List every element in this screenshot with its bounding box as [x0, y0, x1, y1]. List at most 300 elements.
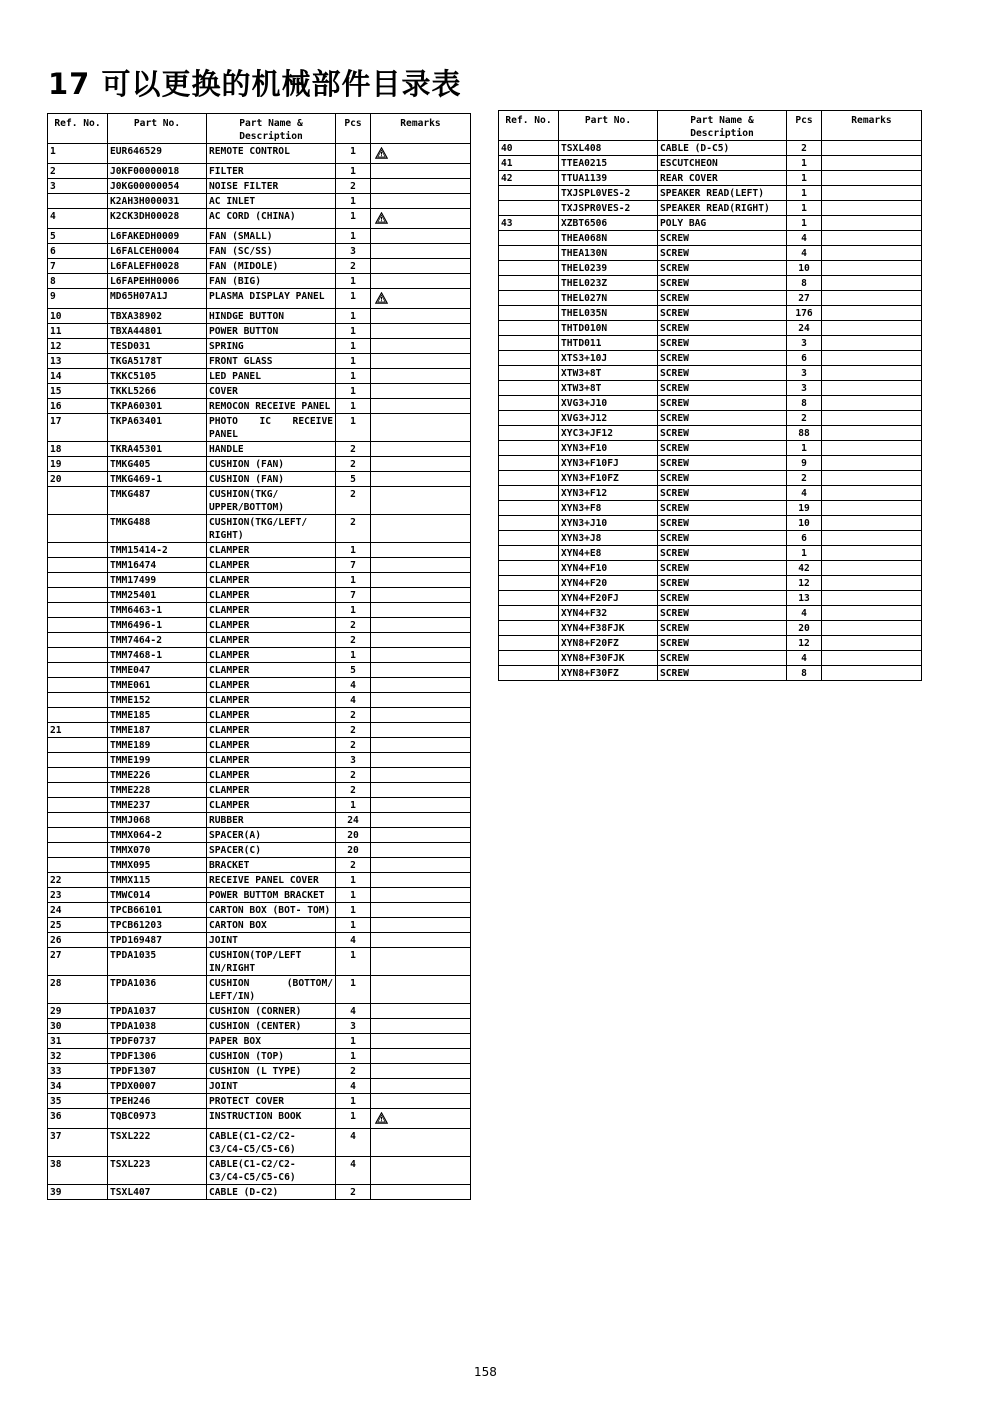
table-row	[48, 1079, 471, 1094]
ref-cell: 12	[48, 339, 108, 354]
page-number: 158	[474, 1365, 497, 1379]
part-name-cell: CLAMPER	[207, 558, 336, 573]
table-row	[499, 636, 922, 651]
table-row	[499, 381, 922, 396]
remarks-cell	[371, 1094, 471, 1109]
table-row	[499, 651, 922, 666]
pcs-cell: 2	[336, 1064, 371, 1079]
ref-cell	[499, 501, 559, 516]
part-no-cell: TMKG487	[108, 487, 207, 515]
part-name-cell: REMOTE CONTROL	[207, 144, 336, 164]
part-name-cell: CUSHION(TKG/ UPPER/BOTTOM)	[207, 487, 336, 515]
part-no-cell: XYN8+F20FZ	[559, 636, 658, 651]
part-no-cell: XYN4+F20	[559, 576, 658, 591]
remarks-cell	[822, 336, 922, 351]
part-no-cell: L6FAKEDH0009	[108, 229, 207, 244]
pcs-cell: 1	[787, 441, 822, 456]
part-no-cell: K2AH3H000031	[108, 194, 207, 209]
header-name: Part Name & Description	[658, 111, 787, 141]
part-name-cell: SPACER(C)	[207, 843, 336, 858]
pcs-cell: 3	[787, 336, 822, 351]
remarks-cell	[371, 723, 471, 738]
table-row	[499, 321, 922, 336]
pcs-cell: 1	[787, 156, 822, 171]
part-no-cell: TPDA1037	[108, 1004, 207, 1019]
pcs-cell: 10	[787, 516, 822, 531]
remarks-cell	[371, 588, 471, 603]
ref-cell: 2	[48, 164, 108, 179]
table-row	[48, 1034, 471, 1049]
part-no-cell: TMME237	[108, 798, 207, 813]
part-no-cell: TMM15414-2	[108, 543, 207, 558]
part-name-cell: RUBBER	[207, 813, 336, 828]
remarks-cell	[371, 873, 471, 888]
part-no-cell: TMME187	[108, 723, 207, 738]
header-remarks: Remarks	[822, 111, 922, 141]
pcs-cell: 1	[336, 1094, 371, 1109]
part-name-cell: PROTECT COVER	[207, 1094, 336, 1109]
part-no-cell: TMWC014	[108, 888, 207, 903]
remarks-cell	[822, 186, 922, 201]
part-name-cell: SCREW	[658, 381, 787, 396]
part-name-cell: SCREW	[658, 246, 787, 261]
remarks-cell	[371, 543, 471, 558]
ref-cell	[48, 663, 108, 678]
pcs-cell: 8	[787, 276, 822, 291]
parts-table-right	[498, 110, 922, 681]
remarks-cell	[371, 976, 471, 1004]
table-row	[48, 354, 471, 369]
part-name-cell: CLAMPER	[207, 783, 336, 798]
remarks-cell	[371, 324, 471, 339]
remarks-cell	[371, 858, 471, 873]
part-name-cell: FAN (SC/SS)	[207, 244, 336, 259]
ref-cell	[499, 246, 559, 261]
pcs-cell: 1	[336, 309, 371, 324]
pcs-cell: 4	[336, 1079, 371, 1094]
part-no-cell: L6FAPEHH0006	[108, 274, 207, 289]
remarks-cell	[371, 798, 471, 813]
remarks-cell	[371, 1034, 471, 1049]
table-row	[48, 1049, 471, 1064]
part-no-cell: J0KG00000054	[108, 179, 207, 194]
part-no-cell: XYN3+F8	[559, 501, 658, 516]
table-row	[48, 828, 471, 843]
ref-cell: 23	[48, 888, 108, 903]
ref-cell	[48, 753, 108, 768]
remarks-cell	[371, 648, 471, 663]
table-row	[48, 515, 471, 543]
remarks-cell	[822, 441, 922, 456]
pcs-cell: 2	[787, 411, 822, 426]
remarks-cell	[371, 259, 471, 274]
ref-cell: 6	[48, 244, 108, 259]
table-row	[48, 229, 471, 244]
ref-cell: 42	[499, 171, 559, 186]
table-row	[48, 588, 471, 603]
pcs-cell: 1	[336, 324, 371, 339]
remarks-cell	[371, 678, 471, 693]
remarks-cell	[822, 561, 922, 576]
table-row	[48, 472, 471, 487]
part-no-cell: XYN3+F10FZ	[559, 471, 658, 486]
ref-cell	[499, 291, 559, 306]
pcs-cell: 27	[787, 291, 822, 306]
part-name-cell: AC INLET	[207, 194, 336, 209]
header-ref: Ref. No.	[48, 114, 108, 144]
part-no-cell: THTD011	[559, 336, 658, 351]
part-name-cell: CLAMPER	[207, 588, 336, 603]
ref-cell: 17	[48, 414, 108, 442]
pcs-cell: 1	[336, 903, 371, 918]
part-name-cell: SCREW	[658, 651, 787, 666]
part-no-cell: TPDX0007	[108, 1079, 207, 1094]
table-row	[48, 179, 471, 194]
ref-cell	[48, 783, 108, 798]
remarks-cell	[371, 369, 471, 384]
safety-warning-icon	[375, 1112, 388, 1124]
part-name-cell: SCREW	[658, 576, 787, 591]
part-no-cell: TMME047	[108, 663, 207, 678]
part-no-cell: TPDA1038	[108, 1019, 207, 1034]
remarks-cell	[371, 738, 471, 753]
part-no-cell: EUR646529	[108, 144, 207, 164]
header-pcs: Pcs	[336, 114, 371, 144]
ref-cell: 7	[48, 259, 108, 274]
ref-cell	[48, 828, 108, 843]
table-row	[48, 798, 471, 813]
ref-cell	[499, 621, 559, 636]
part-name-cell: CUSHION(TOP/LEFT IN/RIGHT	[207, 948, 336, 976]
remarks-cell	[822, 411, 922, 426]
part-no-cell: TESD031	[108, 339, 207, 354]
table-row	[48, 289, 471, 309]
part-name-cell: FRONT GLASS	[207, 354, 336, 369]
part-no-cell: TMM7464-2	[108, 633, 207, 648]
table-row	[499, 531, 922, 546]
page-title: 17 可以更换的机械部件目录表	[48, 67, 462, 101]
part-no-cell: THEL023Z	[559, 276, 658, 291]
table-row	[48, 633, 471, 648]
part-no-cell: TTUA1139	[559, 171, 658, 186]
remarks-cell	[371, 179, 471, 194]
part-no-cell: XYN4+F10	[559, 561, 658, 576]
pcs-cell: 24	[336, 813, 371, 828]
part-no-cell: TPDF0737	[108, 1034, 207, 1049]
ref-cell: 43	[499, 216, 559, 231]
table-row	[48, 783, 471, 798]
part-no-cell: THEA130N	[559, 246, 658, 261]
pcs-cell: 12	[787, 636, 822, 651]
ref-cell	[499, 576, 559, 591]
table-row	[48, 903, 471, 918]
pcs-cell: 9	[787, 456, 822, 471]
ref-cell: 27	[48, 948, 108, 976]
part-no-cell: TMMJ068	[108, 813, 207, 828]
part-no-cell: TBXA44801	[108, 324, 207, 339]
pcs-cell: 20	[787, 621, 822, 636]
table-row	[48, 1094, 471, 1109]
pcs-cell: 2	[336, 259, 371, 274]
part-no-cell: TMM6463-1	[108, 603, 207, 618]
pcs-cell: 4	[336, 693, 371, 708]
remarks-cell	[371, 1109, 471, 1129]
remarks-cell	[371, 384, 471, 399]
table-row	[48, 873, 471, 888]
remarks-cell	[371, 515, 471, 543]
ref-cell	[499, 321, 559, 336]
pcs-cell: 1	[336, 354, 371, 369]
part-no-cell: XVG3+J12	[559, 411, 658, 426]
table-row	[499, 156, 922, 171]
table-row	[499, 426, 922, 441]
ref-cell	[499, 366, 559, 381]
remarks-cell	[371, 244, 471, 259]
table-row	[499, 501, 922, 516]
part-no-cell: TSXL222	[108, 1129, 207, 1157]
remarks-cell	[822, 141, 922, 156]
table-row	[48, 259, 471, 274]
remarks-cell	[822, 651, 922, 666]
part-name-cell: CABLE(C1-C2/C2- C3/C4-C5/C5-C6)	[207, 1129, 336, 1157]
table-row	[499, 606, 922, 621]
pcs-cell: 1	[336, 194, 371, 209]
part-name-cell: CABLE (D-C5)	[658, 141, 787, 156]
ref-cell: 4	[48, 209, 108, 229]
ref-cell: 10	[48, 309, 108, 324]
pcs-cell: 1	[336, 399, 371, 414]
part-name-cell: PAPER BOX	[207, 1034, 336, 1049]
remarks-cell	[822, 366, 922, 381]
ref-cell: 11	[48, 324, 108, 339]
part-name-cell: SCREW	[658, 501, 787, 516]
part-name-cell: HANDLE	[207, 442, 336, 457]
table-row	[499, 546, 922, 561]
part-name-cell: RECEIVE PANEL COVER	[207, 873, 336, 888]
part-name-cell: SCREW	[658, 261, 787, 276]
part-name-cell: HINDGE BUTTON	[207, 309, 336, 324]
pcs-cell: 1	[787, 201, 822, 216]
ref-cell	[48, 603, 108, 618]
ref-cell	[499, 231, 559, 246]
ref-cell	[499, 276, 559, 291]
part-name-cell: SCREW	[658, 276, 787, 291]
pcs-cell: 6	[787, 351, 822, 366]
remarks-cell	[371, 354, 471, 369]
pcs-cell: 3	[336, 1019, 371, 1034]
part-no-cell: TMM7468-1	[108, 648, 207, 663]
pcs-cell: 4	[336, 933, 371, 948]
table-row	[499, 621, 922, 636]
part-no-cell: TXJSPR0VES-2	[559, 201, 658, 216]
ref-cell	[48, 648, 108, 663]
remarks-cell	[371, 813, 471, 828]
table-row	[48, 738, 471, 753]
part-name-cell: CARTON BOX	[207, 918, 336, 933]
part-no-cell: L6FALEFH0028	[108, 259, 207, 274]
ref-cell	[499, 441, 559, 456]
remarks-cell	[822, 201, 922, 216]
pcs-cell: 2	[336, 768, 371, 783]
part-name-cell: SPACER(A)	[207, 828, 336, 843]
part-no-cell: TMM17499	[108, 573, 207, 588]
remarks-cell	[371, 472, 471, 487]
part-name-cell: SCREW	[658, 546, 787, 561]
table-row	[499, 411, 922, 426]
part-no-cell: TMMX115	[108, 873, 207, 888]
table-row	[48, 708, 471, 723]
part-no-cell: XYN8+F30FJK	[559, 651, 658, 666]
ref-cell	[499, 186, 559, 201]
part-no-cell: XTW3+8T	[559, 381, 658, 396]
ref-cell	[499, 381, 559, 396]
ref-cell	[48, 588, 108, 603]
table-row	[499, 246, 922, 261]
ref-cell: 33	[48, 1064, 108, 1079]
remarks-cell	[822, 321, 922, 336]
table-row	[48, 487, 471, 515]
header-pcs: Pcs	[787, 111, 822, 141]
part-name-cell: SCREW	[658, 666, 787, 681]
part-name-cell: CLAMPER	[207, 633, 336, 648]
ref-cell: 13	[48, 354, 108, 369]
table-row	[48, 1019, 471, 1034]
pcs-cell: 1	[336, 339, 371, 354]
part-no-cell: TMKG405	[108, 457, 207, 472]
pcs-cell: 4	[787, 246, 822, 261]
ref-cell	[499, 591, 559, 606]
ref-cell	[499, 486, 559, 501]
ref-cell	[48, 858, 108, 873]
table-row	[48, 888, 471, 903]
pcs-cell: 2	[336, 618, 371, 633]
table-row	[499, 396, 922, 411]
table-row	[499, 441, 922, 456]
pcs-cell: 42	[787, 561, 822, 576]
part-name-cell: SCREW	[658, 291, 787, 306]
ref-cell: 19	[48, 457, 108, 472]
table-row	[48, 369, 471, 384]
pcs-cell: 12	[787, 576, 822, 591]
safety-warning-icon	[375, 147, 388, 159]
table-row	[48, 1129, 471, 1157]
pcs-cell: 10	[787, 261, 822, 276]
part-name-cell: CLAMPER	[207, 618, 336, 633]
part-name-cell: SCREW	[658, 411, 787, 426]
ref-cell	[499, 531, 559, 546]
part-name-cell: POLY BAG	[658, 216, 787, 231]
part-no-cell: TPDA1036	[108, 976, 207, 1004]
pcs-cell: 1	[336, 1049, 371, 1064]
pcs-cell: 20	[336, 843, 371, 858]
part-name-cell: SPRING	[207, 339, 336, 354]
part-no-cell: TPDF1307	[108, 1064, 207, 1079]
remarks-cell	[371, 1185, 471, 1200]
table-row	[48, 948, 471, 976]
part-no-cell: TTEA0215	[559, 156, 658, 171]
remarks-cell	[371, 442, 471, 457]
part-no-cell: XYN4+F38FJK	[559, 621, 658, 636]
part-name-cell: FAN (MIDOLE)	[207, 259, 336, 274]
pcs-cell: 7	[336, 588, 371, 603]
header-remarks: Remarks	[371, 114, 471, 144]
part-name-cell: SCREW	[658, 471, 787, 486]
part-no-cell: TPCB61203	[108, 918, 207, 933]
safety-warning-icon	[375, 292, 388, 304]
remarks-cell	[822, 516, 922, 531]
pcs-cell: 1	[336, 144, 371, 164]
pcs-cell: 1	[336, 384, 371, 399]
part-no-cell: TMME185	[108, 708, 207, 723]
ref-cell	[48, 633, 108, 648]
remarks-cell	[822, 246, 922, 261]
ref-cell: 20	[48, 472, 108, 487]
pcs-cell: 1	[336, 976, 371, 1004]
remarks-cell	[371, 768, 471, 783]
ref-cell	[499, 651, 559, 666]
ref-cell	[48, 768, 108, 783]
part-name-cell: FILTER	[207, 164, 336, 179]
table-row	[499, 516, 922, 531]
part-no-cell: XYC3+JF12	[559, 426, 658, 441]
remarks-cell	[371, 603, 471, 618]
part-name-cell: CUSHION (CENTER)	[207, 1019, 336, 1034]
table-row	[48, 543, 471, 558]
pcs-cell: 2	[336, 515, 371, 543]
ref-cell: 30	[48, 1019, 108, 1034]
part-name-cell: PHOTO IC RECEIVE PANEL	[207, 414, 336, 442]
pcs-cell: 2	[336, 442, 371, 457]
part-no-cell: TMMX070	[108, 843, 207, 858]
pcs-cell: 1	[336, 948, 371, 976]
pcs-cell: 3	[787, 381, 822, 396]
remarks-cell	[371, 828, 471, 843]
parts-table-left	[47, 113, 471, 1200]
ref-cell: 21	[48, 723, 108, 738]
ref-cell: 39	[48, 1185, 108, 1200]
remarks-cell	[371, 693, 471, 708]
remarks-cell	[822, 546, 922, 561]
ref-cell: 5	[48, 229, 108, 244]
table-row	[499, 276, 922, 291]
part-name-cell: CLAMPER	[207, 678, 336, 693]
ref-cell	[499, 546, 559, 561]
remarks-cell	[822, 576, 922, 591]
pcs-cell: 1	[336, 543, 371, 558]
pcs-cell: 3	[336, 244, 371, 259]
part-no-cell: XYN3+F12	[559, 486, 658, 501]
part-name-cell: SCREW	[658, 351, 787, 366]
part-no-cell: TPDF1306	[108, 1049, 207, 1064]
part-no-cell: L6FALCEH0004	[108, 244, 207, 259]
part-name-cell: CLAMPER	[207, 753, 336, 768]
ref-cell	[499, 201, 559, 216]
remarks-cell	[371, 1129, 471, 1157]
header-part-no: Part No.	[108, 114, 207, 144]
pcs-cell: 4	[336, 678, 371, 693]
table-row	[499, 336, 922, 351]
part-name-cell: INSTRUCTION BOOK	[207, 1109, 336, 1129]
table-row	[48, 918, 471, 933]
remarks-cell	[371, 1019, 471, 1034]
part-name-cell: SCREW	[658, 231, 787, 246]
ref-cell: 16	[48, 399, 108, 414]
ref-cell: 36	[48, 1109, 108, 1129]
table-row	[48, 339, 471, 354]
part-name-cell: CLAMPER	[207, 573, 336, 588]
part-name-cell: SCREW	[658, 456, 787, 471]
part-name-cell: CUSHION (TOP)	[207, 1049, 336, 1064]
